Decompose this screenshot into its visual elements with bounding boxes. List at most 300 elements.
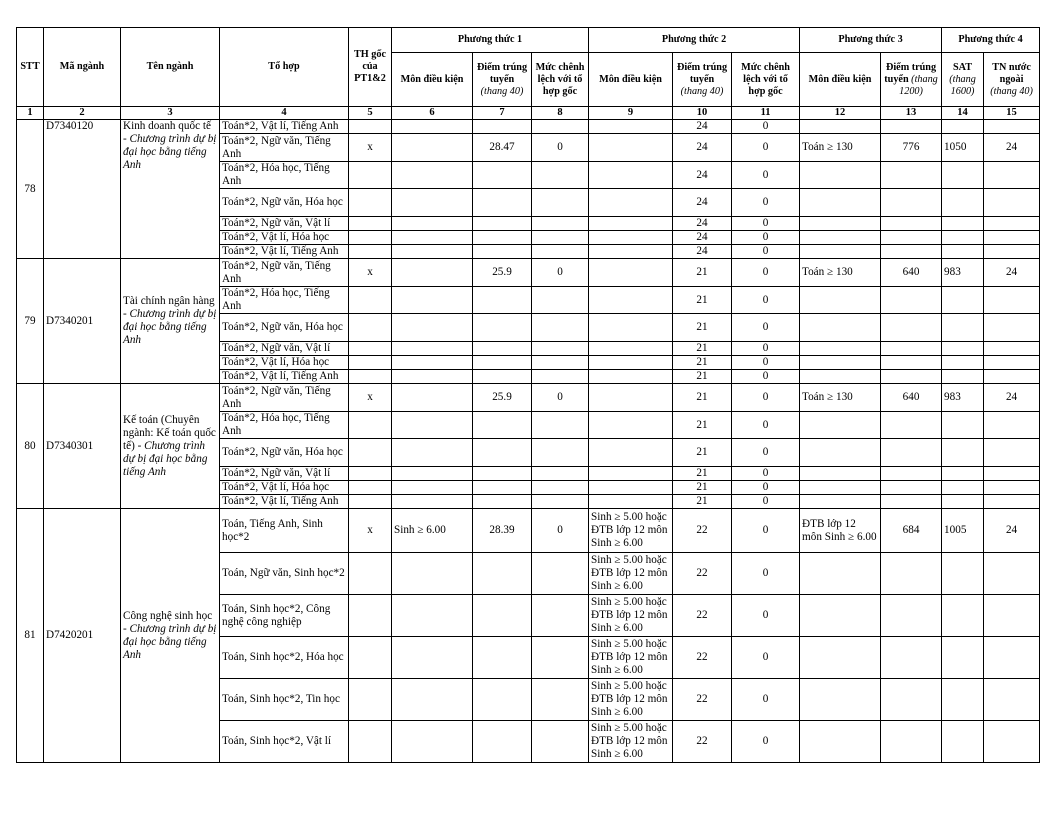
pt2-score: 24 — [673, 189, 732, 217]
pt2-score: 21 — [673, 342, 732, 356]
pt4-sat-score — [942, 120, 984, 134]
subject-combination: Toán*2, Ngữ văn, Hóa học — [220, 314, 349, 342]
pt4-foreign-score: 24 — [984, 509, 1040, 553]
subject-combination: Toán*2, Vật lí, Tiếng Anh — [220, 495, 349, 509]
subject-combination: Toán*2, Ngữ văn, Hóa học — [220, 189, 349, 217]
pt4-foreign-score — [984, 245, 1040, 259]
subject-combination: Toán*2, Hóa học, Tiếng Anh — [220, 412, 349, 439]
pt3-score — [881, 342, 942, 356]
pt1-score — [473, 189, 532, 217]
pt2-condition: Sinh ≥ 5.00 hoặc ĐTB lớp 12 môn Sinh ≥ 6.00 — [589, 679, 673, 721]
pt1-condition — [392, 231, 473, 245]
pt2-score: 22 — [673, 509, 732, 553]
major-code-cell: D7340120 — [44, 120, 121, 259]
pt1-difference — [532, 189, 589, 217]
pt1-difference — [532, 314, 589, 342]
header-th-goc: TH gốc của PT1&2 — [349, 28, 392, 107]
subject-combination: Toán*2, Ngữ văn, Tiếng Anh — [220, 134, 349, 162]
pt4-sat-score — [942, 370, 984, 384]
pt4-foreign-score — [984, 467, 1040, 481]
pt2-condition — [589, 481, 673, 495]
pt2-difference: 0 — [732, 231, 800, 245]
pt2-condition: Sinh ≥ 5.00 hoặc ĐTB lớp 12 môn Sinh ≥ 6.00 — [589, 509, 673, 553]
pt2-difference: 0 — [732, 370, 800, 384]
pt1-score — [473, 595, 532, 637]
subject-combination: Toán, Sinh học*2, Vật lí — [220, 721, 349, 763]
header-tn-nuoc-ngoai: TN nước ngoài (thang 40) — [984, 53, 1040, 107]
pt1-score: 25.9 — [473, 259, 532, 287]
th-goc-mark — [349, 217, 392, 231]
pt3-score — [881, 679, 942, 721]
pt3-score: 684 — [881, 509, 942, 553]
subject-combination: Toán, Sinh học*2, Công nghệ công nghiệp — [220, 595, 349, 637]
pt4-sat-score — [942, 495, 984, 509]
pt1-difference: 0 — [532, 259, 589, 287]
pt2-difference: 0 — [732, 481, 800, 495]
pt2-score: 21 — [673, 412, 732, 439]
pt4-sat-score — [942, 287, 984, 314]
pt1-score — [473, 120, 532, 134]
pt1-condition — [392, 217, 473, 231]
pt1-condition — [392, 189, 473, 217]
pt1-score — [473, 162, 532, 189]
pt3-score: 640 — [881, 384, 942, 412]
pt3-condition — [800, 245, 881, 259]
table-row — [17, 509, 1040, 553]
pt2-condition — [589, 120, 673, 134]
pt3-score: 640 — [881, 259, 942, 287]
pt3-condition: Toán ≥ 130 — [800, 134, 881, 162]
pt2-condition: Sinh ≥ 5.00 hoặc ĐTB lớp 12 môn Sinh ≥ 6.00 — [589, 721, 673, 763]
pt1-difference — [532, 120, 589, 134]
pt2-condition — [589, 342, 673, 356]
major-name-cell — [121, 120, 220, 259]
pt1-difference — [532, 370, 589, 384]
pt2-difference: 0 — [732, 595, 800, 637]
pt1-condition — [392, 342, 473, 356]
pt2-difference: 0 — [732, 342, 800, 356]
pt4-foreign-score — [984, 231, 1040, 245]
pt2-condition — [589, 439, 673, 467]
subject-combination: Toán*2, Hóa học, Tiếng Anh — [220, 287, 349, 314]
pt3-score: 776 — [881, 134, 942, 162]
pt3-condition — [800, 356, 881, 370]
pt3-condition — [800, 189, 881, 217]
header-muc-chenh-lech-pt1: Mức chênh lệch với tổ hợp gốc — [532, 53, 589, 107]
pt4-sat-score — [942, 342, 984, 356]
pt2-condition — [589, 356, 673, 370]
header-stt: STT — [17, 28, 44, 107]
pt1-score — [473, 495, 532, 509]
th-goc-mark — [349, 231, 392, 245]
pt4-foreign-score — [984, 721, 1040, 763]
pt2-condition — [589, 245, 673, 259]
pt3-condition — [800, 287, 881, 314]
major-code-cell: D7340201 — [44, 259, 121, 384]
pt2-score: 24 — [673, 120, 732, 134]
pt3-score — [881, 245, 942, 259]
pt2-score: 22 — [673, 637, 732, 679]
pt3-condition — [800, 495, 881, 509]
pt2-score: 21 — [673, 495, 732, 509]
pt2-difference: 0 — [732, 509, 800, 553]
pt3-score — [881, 162, 942, 189]
th-goc-mark: x — [349, 134, 392, 162]
subject-combination: Toán, Sinh học*2, Hóa học — [220, 637, 349, 679]
major-code-cell: D7420201 — [44, 509, 121, 763]
pt2-difference: 0 — [732, 134, 800, 162]
pt1-score — [473, 342, 532, 356]
pt3-condition — [800, 314, 881, 342]
pt3-condition — [800, 370, 881, 384]
pt3-condition: ĐTB lớp 12 môn Sinh ≥ 6.00 — [800, 509, 881, 553]
header-mon-dieu-kien-pt3: Môn điều kiện — [800, 53, 881, 107]
pt1-difference — [532, 495, 589, 509]
pt1-condition — [392, 553, 473, 595]
pt4-foreign-score — [984, 412, 1040, 439]
header-phuong-thuc-1: Phương thức 1 — [392, 28, 589, 53]
pt1-condition — [392, 595, 473, 637]
pt4-foreign-score — [984, 287, 1040, 314]
column-number: 1 — [17, 107, 44, 120]
pt2-difference: 0 — [732, 495, 800, 509]
pt3-score — [881, 481, 942, 495]
pt2-condition — [589, 231, 673, 245]
pt4-foreign-score — [984, 120, 1040, 134]
pt2-condition — [589, 495, 673, 509]
header-ma-nganh: Mã ngành — [44, 28, 121, 107]
pt4-foreign-score — [984, 189, 1040, 217]
major-name: Kế toán (Chuyên ngành: Kế toán quốc tế) — [123, 413, 216, 452]
th-goc-mark — [349, 287, 392, 314]
pt3-score — [881, 189, 942, 217]
pt1-difference — [532, 439, 589, 467]
pt1-score — [473, 231, 532, 245]
pt4-foreign-score — [984, 679, 1040, 721]
pt1-score: 28.39 — [473, 509, 532, 553]
stt-cell: 80 — [17, 384, 44, 509]
pt3-condition — [800, 162, 881, 189]
pt4-foreign-score — [984, 595, 1040, 637]
pt2-condition — [589, 314, 673, 342]
th-goc-mark — [349, 412, 392, 439]
stt-cell: 78 — [17, 120, 44, 259]
pt1-difference — [532, 553, 589, 595]
subject-combination: Toán*2, Ngữ văn, Vật lí — [220, 467, 349, 481]
pt2-score: 22 — [673, 595, 732, 637]
pt4-sat-score — [942, 162, 984, 189]
header-muc-chenh-lech-pt2: Mức chênh lệch với tổ hợp gốc — [732, 53, 800, 107]
column-number: 9 — [589, 107, 673, 120]
th-goc-mark: x — [349, 509, 392, 553]
pt3-score — [881, 356, 942, 370]
pt3-condition — [800, 679, 881, 721]
pt2-condition — [589, 287, 673, 314]
subject-combination: Toán*2, Ngữ văn, Vật lí — [220, 217, 349, 231]
header-diem-trung-tuyen-pt3: Điểm trúng tuyển (thang 1200) — [881, 53, 942, 107]
pt2-difference: 0 — [732, 217, 800, 231]
pt1-score — [473, 637, 532, 679]
pt2-condition: Sinh ≥ 5.00 hoặc ĐTB lớp 12 môn Sinh ≥ 6.00 — [589, 595, 673, 637]
pt2-score: 22 — [673, 679, 732, 721]
pt4-sat-score: 1005 — [942, 509, 984, 553]
pt1-difference — [532, 637, 589, 679]
major-name-cell — [121, 384, 220, 509]
pt1-difference — [532, 356, 589, 370]
pt4-foreign-score: 24 — [984, 384, 1040, 412]
pt1-condition — [392, 162, 473, 189]
pt3-condition: Toán ≥ 130 — [800, 259, 881, 287]
major-program-note: - Chương trình dự bị đại học bằng tiếng Anh — [123, 439, 208, 478]
pt3-condition — [800, 412, 881, 439]
pt1-difference — [532, 467, 589, 481]
pt1-condition — [392, 467, 473, 481]
pt4-foreign-score — [984, 314, 1040, 342]
pt1-condition — [392, 259, 473, 287]
subject-combination: Toán*2, Ngữ văn, Vật lí — [220, 342, 349, 356]
pt1-score — [473, 721, 532, 763]
pt2-score: 24 — [673, 217, 732, 231]
pt2-difference: 0 — [732, 120, 800, 134]
pt1-difference — [532, 287, 589, 314]
pt1-score — [473, 439, 532, 467]
subject-combination: Toán*2, Ngữ văn, Tiếng Anh — [220, 384, 349, 412]
subject-combination: Toán, Ngữ văn, Sinh học*2 — [220, 553, 349, 595]
column-number: 15 — [984, 107, 1040, 120]
pt2-score: 21 — [673, 384, 732, 412]
pt2-difference: 0 — [732, 412, 800, 439]
pt4-foreign-score — [984, 356, 1040, 370]
pt2-score: 21 — [673, 287, 732, 314]
pt4-sat-score — [942, 439, 984, 467]
pt4-sat-score — [942, 356, 984, 370]
subject-combination: Toán*2, Hóa học, Tiếng Anh — [220, 162, 349, 189]
pt1-score: 25.9 — [473, 384, 532, 412]
subject-combination: Toán*2, Vật lí, Hóa học — [220, 481, 349, 495]
pt3-score — [881, 595, 942, 637]
pt3-score — [881, 553, 942, 595]
pt1-score — [473, 356, 532, 370]
th-goc-mark: x — [349, 384, 392, 412]
pt1-condition — [392, 637, 473, 679]
pt1-difference — [532, 679, 589, 721]
subject-combination: Toán*2, Ngữ văn, Tiếng Anh — [220, 259, 349, 287]
pt1-condition — [392, 439, 473, 467]
pt3-condition — [800, 595, 881, 637]
subject-combination: Toán*2, Vật lí, Tiếng Anh — [220, 370, 349, 384]
pt3-condition — [800, 439, 881, 467]
pt1-difference — [532, 231, 589, 245]
pt1-score — [473, 467, 532, 481]
th-goc-mark — [349, 495, 392, 509]
pt4-foreign-score — [984, 637, 1040, 679]
pt4-sat-score — [942, 553, 984, 595]
pt1-condition — [392, 412, 473, 439]
pt2-condition — [589, 162, 673, 189]
pt1-score — [473, 217, 532, 231]
pt1-score — [473, 481, 532, 495]
pt2-difference: 0 — [732, 439, 800, 467]
pt1-difference — [532, 721, 589, 763]
th-goc-mark — [349, 481, 392, 495]
major-name: Kinh doanh quốc tế - — [123, 120, 211, 145]
pt2-condition: Sinh ≥ 5.00 hoặc ĐTB lớp 12 môn Sinh ≥ 6.00 — [589, 553, 673, 595]
column-number: 11 — [732, 107, 800, 120]
pt3-condition: Toán ≥ 130 — [800, 384, 881, 412]
pt4-sat-score — [942, 595, 984, 637]
pt1-condition — [392, 120, 473, 134]
column-number: 2 — [44, 107, 121, 120]
pt2-condition — [589, 467, 673, 481]
pt1-difference — [532, 162, 589, 189]
pt1-score — [473, 314, 532, 342]
pt2-condition: Sinh ≥ 5.00 hoặc ĐTB lớp 12 môn Sinh ≥ 6.00 — [589, 637, 673, 679]
pt1-difference — [532, 595, 589, 637]
pt2-difference: 0 — [732, 189, 800, 217]
pt2-score: 24 — [673, 245, 732, 259]
pt2-score: 24 — [673, 134, 732, 162]
pt4-sat-score — [942, 314, 984, 342]
pt2-difference: 0 — [732, 679, 800, 721]
admission-score-table — [16, 27, 1040, 763]
pt4-sat-score — [942, 467, 984, 481]
th-goc-mark: x — [349, 259, 392, 287]
pt1-difference — [532, 412, 589, 439]
th-goc-mark — [349, 721, 392, 763]
header-phuong-thuc-3: Phương thức 3 — [800, 28, 942, 53]
header-diem-trung-tuyen-pt2: Điểm trúng tuyển (thang 40) — [673, 53, 732, 107]
pt1-difference: 0 — [532, 384, 589, 412]
pt3-condition — [800, 120, 881, 134]
header-sat: SAT (thang 1600) — [942, 53, 984, 107]
pt3-score — [881, 231, 942, 245]
pt3-condition — [800, 637, 881, 679]
pt4-foreign-score — [984, 439, 1040, 467]
pt2-difference: 0 — [732, 384, 800, 412]
major-code-cell: D7340301 — [44, 384, 121, 509]
pt1-difference — [532, 217, 589, 231]
pt3-score — [881, 314, 942, 342]
pt2-difference: 0 — [732, 637, 800, 679]
pt3-score — [881, 120, 942, 134]
header-phuong-thuc-4: Phương thức 4 — [942, 28, 1040, 53]
subject-combination: Toán*2, Vật lí, Hóa học — [220, 231, 349, 245]
pt3-score — [881, 721, 942, 763]
column-number: 3 — [121, 107, 220, 120]
pt2-difference: 0 — [732, 245, 800, 259]
subject-combination: Toán*2, Ngữ văn, Hóa học — [220, 439, 349, 467]
pt1-condition — [392, 134, 473, 162]
pt4-foreign-score: 24 — [984, 134, 1040, 162]
pt3-score — [881, 637, 942, 679]
pt2-condition — [589, 134, 673, 162]
th-goc-mark — [349, 467, 392, 481]
pt2-score: 22 — [673, 721, 732, 763]
pt4-foreign-score — [984, 553, 1040, 595]
pt1-condition — [392, 721, 473, 763]
column-number-row — [17, 107, 1040, 120]
stt-cell: 81 — [17, 509, 44, 763]
pt2-condition — [589, 370, 673, 384]
column-number: 13 — [881, 107, 942, 120]
pt3-condition — [800, 481, 881, 495]
column-number: 7 — [473, 107, 532, 120]
pt1-condition — [392, 245, 473, 259]
pt4-foreign-score — [984, 495, 1040, 509]
header-diem-trung-tuyen-pt1: Điểm trúng tuyển (thang 40) — [473, 53, 532, 107]
pt2-score: 21 — [673, 467, 732, 481]
pt1-score — [473, 370, 532, 384]
pt3-condition — [800, 342, 881, 356]
header-mon-dieu-kien-pt2: Môn điều kiện — [589, 53, 673, 107]
th-goc-mark — [349, 314, 392, 342]
pt2-difference: 0 — [732, 314, 800, 342]
pt2-difference: 0 — [732, 467, 800, 481]
column-number: 6 — [392, 107, 473, 120]
subject-combination: Toán*2, Vật lí, Hóa học — [220, 356, 349, 370]
pt4-sat-score — [942, 481, 984, 495]
th-goc-mark — [349, 637, 392, 679]
pt1-score — [473, 287, 532, 314]
pt1-condition — [392, 370, 473, 384]
pt2-condition — [589, 412, 673, 439]
header-mon-dieu-kien-pt1: Môn điều kiện — [392, 53, 473, 107]
th-goc-mark — [349, 553, 392, 595]
pt3-score — [881, 287, 942, 314]
pt2-score: 21 — [673, 481, 732, 495]
th-goc-mark — [349, 245, 392, 259]
header-to-hop: Tổ hợp — [220, 28, 349, 107]
pt2-condition — [589, 189, 673, 217]
pt2-score: 24 — [673, 231, 732, 245]
stt-cell: 79 — [17, 259, 44, 384]
th-goc-mark — [349, 679, 392, 721]
th-goc-mark — [349, 356, 392, 370]
pt2-difference: 0 — [732, 721, 800, 763]
pt4-foreign-score — [984, 342, 1040, 356]
pt3-score — [881, 217, 942, 231]
column-number: 4 — [220, 107, 349, 120]
pt4-sat-score — [942, 679, 984, 721]
pt1-condition — [392, 314, 473, 342]
pt1-score: 28.47 — [473, 134, 532, 162]
th-goc-mark — [349, 120, 392, 134]
pt3-score — [881, 467, 942, 481]
pt4-sat-score: 983 — [942, 384, 984, 412]
pt2-condition — [589, 259, 673, 287]
major-program-note: Chương trình dự bị đại học bằng tiếng Anh — [123, 133, 217, 171]
th-goc-mark — [349, 439, 392, 467]
pt4-foreign-score — [984, 217, 1040, 231]
subject-combination: Toán, Sinh học*2, Tin học — [220, 679, 349, 721]
pt2-difference: 0 — [732, 356, 800, 370]
column-number: 14 — [942, 107, 984, 120]
th-goc-mark — [349, 189, 392, 217]
header-ten-nganh: Tên ngành — [121, 28, 220, 107]
pt4-sat-score — [942, 637, 984, 679]
pt4-sat-score — [942, 245, 984, 259]
major-program-note: - Chương trình dự bị đại học bằng tiếng Anh — [123, 308, 217, 346]
pt1-condition: Sinh ≥ 6.00 — [392, 509, 473, 553]
pt1-score — [473, 245, 532, 259]
pt3-score — [881, 370, 942, 384]
pt3-score — [881, 495, 942, 509]
major-name: Tài chính ngân hàng — [123, 295, 215, 307]
pt2-difference: 0 — [732, 259, 800, 287]
pt2-score: 21 — [673, 314, 732, 342]
pt4-sat-score — [942, 412, 984, 439]
pt4-foreign-score: 24 — [984, 259, 1040, 287]
